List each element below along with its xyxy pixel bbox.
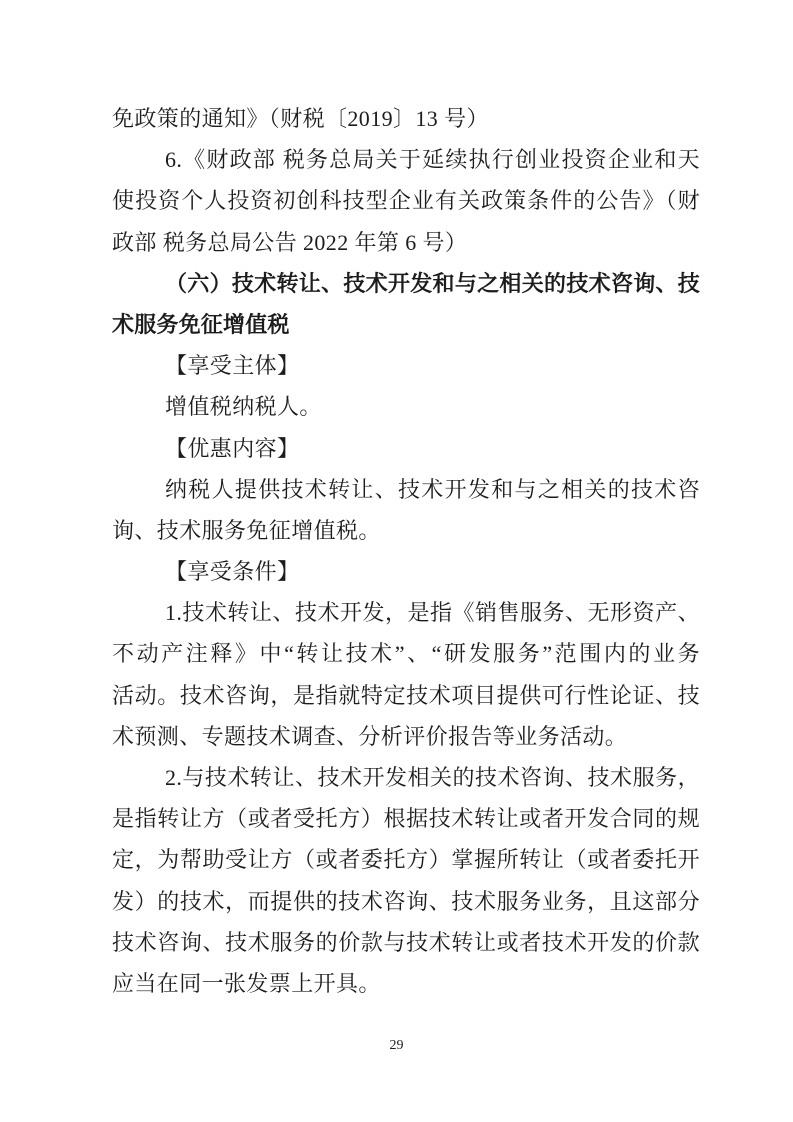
- text-line: 术服务免征增值税: [112, 311, 290, 337]
- text-line: 1.技术转让、技术开发，是指《销售服务、无形资产、: [165, 600, 700, 626]
- page-number: 29: [389, 1038, 404, 1053]
- text-line: 是指转让方（或者受托方）根据技术转让或者开发合同的规: [112, 806, 700, 832]
- text-line: 询、技术服务免征增值税。: [112, 517, 381, 543]
- text-line: （六）技术转让、技术开发和与之相关的技术咨询、技: [165, 270, 700, 296]
- text-line: 6.《财政部 税务总局关于延续执行创业投资企业和天: [165, 147, 700, 173]
- text-line: 纳税人提供技术转让、技术开发和与之相关的技术咨: [165, 476, 700, 502]
- text-line: 增值税纳税人。: [165, 394, 322, 420]
- text-line: 术预测、专题技术调查、分析评价报告等业务活动。: [112, 723, 628, 749]
- text-line: 【享受条件】: [165, 559, 300, 585]
- text-line: 定，为帮助受让方（或者委托方）掌握所转让（或者委托开: [112, 847, 700, 873]
- text-line: 【享受主体】: [165, 353, 300, 379]
- text-line: 使投资个人投资初创科技型企业有关政策条件的公告》（财: [112, 188, 700, 214]
- text-line: 免政策的通知》（财税〔2019〕13 号）: [112, 106, 489, 131]
- text-line: 发）的技术，而提供的技术咨询、技术服务业务，且这部分: [112, 888, 700, 914]
- text-line: 政部 税务总局公告 2022 年第 6 号）: [112, 229, 468, 255]
- text-line: 2.与技术转让、技术开发相关的技术咨询、技术服务，: [165, 765, 700, 790]
- text-line: 技术咨询、技术服务的价款与技术转让或者技术开发的价款: [112, 929, 700, 955]
- text-line: 应当在同一张发票上开具。: [112, 970, 381, 996]
- text-line: 不动产注释》中“转让技术”、“研发服务”范围内的业务: [112, 641, 700, 667]
- document-body: [112, 98, 700, 1004]
- text-line: 活动。技术咨询，是指就特定技术项目提供可行性论证、技: [112, 682, 700, 708]
- text-line: 【优惠内容】: [165, 435, 300, 461]
